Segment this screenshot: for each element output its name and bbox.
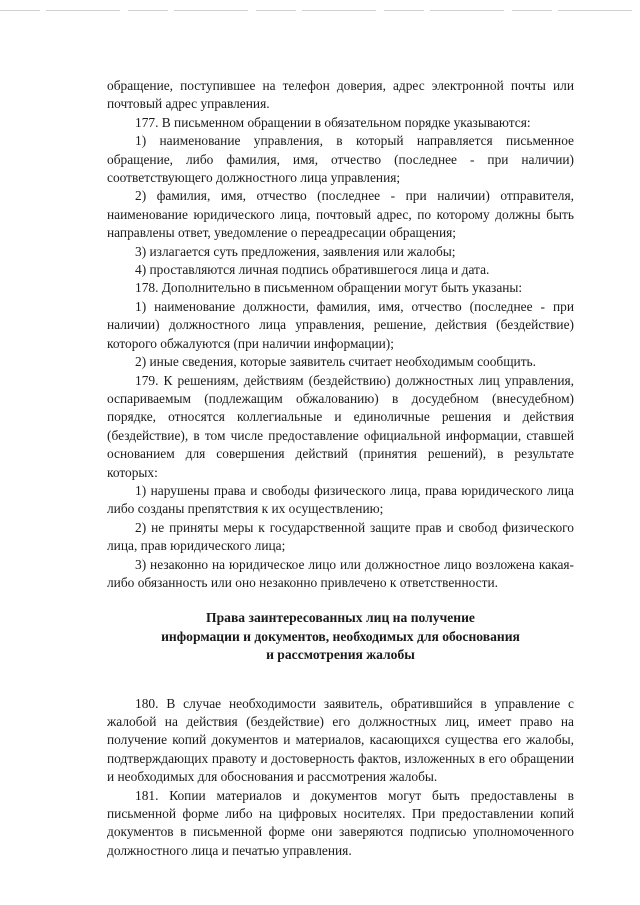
- paragraph-179-item-2: 2) не приняты меры к государственной защите прав и свобод физического лица, прав юридического лица;: [107, 519, 574, 554]
- paragraph-179: 179. К решениям, действиям (бездействию) должностных лиц управления, оспариваемым (подлежащим обжалованию) в досудебном (внесудебном) порядке, относятся коллегиальные и единоличные решения и действия (бездействие), в том числе предоставление официальной информации, ставшей основанием для совершения действий (принятия решений), в результате которых:: [107, 372, 574, 480]
- paragraph-179-item-1: 1) нарушены права и свободы физического лица, права юридического лица либо созданы препятствия к их осуществлению;: [107, 482, 574, 517]
- section-heading: [107, 609, 574, 664]
- paragraph-177-item-2: 2) фамилия, имя, отчество (последнее - при наличии) отправителя, наименование юридического лица, почтовый адрес, по которому должны быть направлены ответ, уведомление о переадресации обращения;: [107, 188, 574, 241]
- paragraph-178-item-2: 2) иные сведения, которые заявитель считает необходимым сообщить.: [135, 354, 537, 370]
- paragraph-177-item-1: 1) наименование управления, в который направляется письменное обращение, либо фамилия, имя, отчество (последнее - при наличии) соответствующего должностного лица управления;: [107, 133, 574, 186]
- paragraph-178: 178. Дополнительно в письменном обращении могут быть указаны:: [135, 280, 523, 296]
- page-top-edge: [0, 10, 640, 11]
- section-heading-line-3: и рассмотрения жалобы: [266, 647, 415, 663]
- paragraph-181: 181. Копии материалов и документов могут быть предоставлены в письменной форме либо на цифровых носителях. При предоставлении копий документов в письменной форме они заверяются подписью уполномоченного должностного лица и печатью управления.: [107, 787, 574, 858]
- document-page: [107, 77, 574, 860]
- section-heading-line-1: Права заинтересованных лиц на получение: [206, 610, 475, 626]
- paragraph-177-item-4: 4) проставляются личная подпись обратившегося лица и дата.: [135, 262, 490, 278]
- paragraph-177: 177. В письменном обращении в обязательном порядке указываются:: [135, 114, 531, 130]
- section-heading-line-2: информации и документов, необходимых для обоснования: [161, 628, 520, 644]
- paragraph-177-item-3: 3) излагается суть предложения, заявления или жалобы;: [135, 243, 456, 259]
- paragraph-178-item-1: 1) наименование должности, фамилия, имя, отчество (последнее - при наличии) должностного лица управления, решение, действия (бездействие) которого обжалуются (при наличии информации);: [107, 298, 574, 351]
- paragraph-continuation: обращение, поступившее на телефон доверия, адрес электронной почты или почтовый адрес управления.: [107, 78, 574, 112]
- paragraph-179-item-3: 3) незаконно на юридическое лицо или должностное лицо возложена какая-либо обязанность или оно незаконно привлечено к ответственности.: [107, 556, 574, 590]
- paragraph-180: 180. В случае необходимости заявитель, обратившийся в управление с жалобой на действия (бездействие) его должностных лиц, имеет право на получение копий документов и материалов, касающихся существа его жалобы, подтверждающих правоту и достоверность фактов, изложенных в его обращении и необходимых для обоснования и рассмотрения жалобы.: [107, 695, 574, 785]
- section-spacer: [107, 665, 574, 695]
